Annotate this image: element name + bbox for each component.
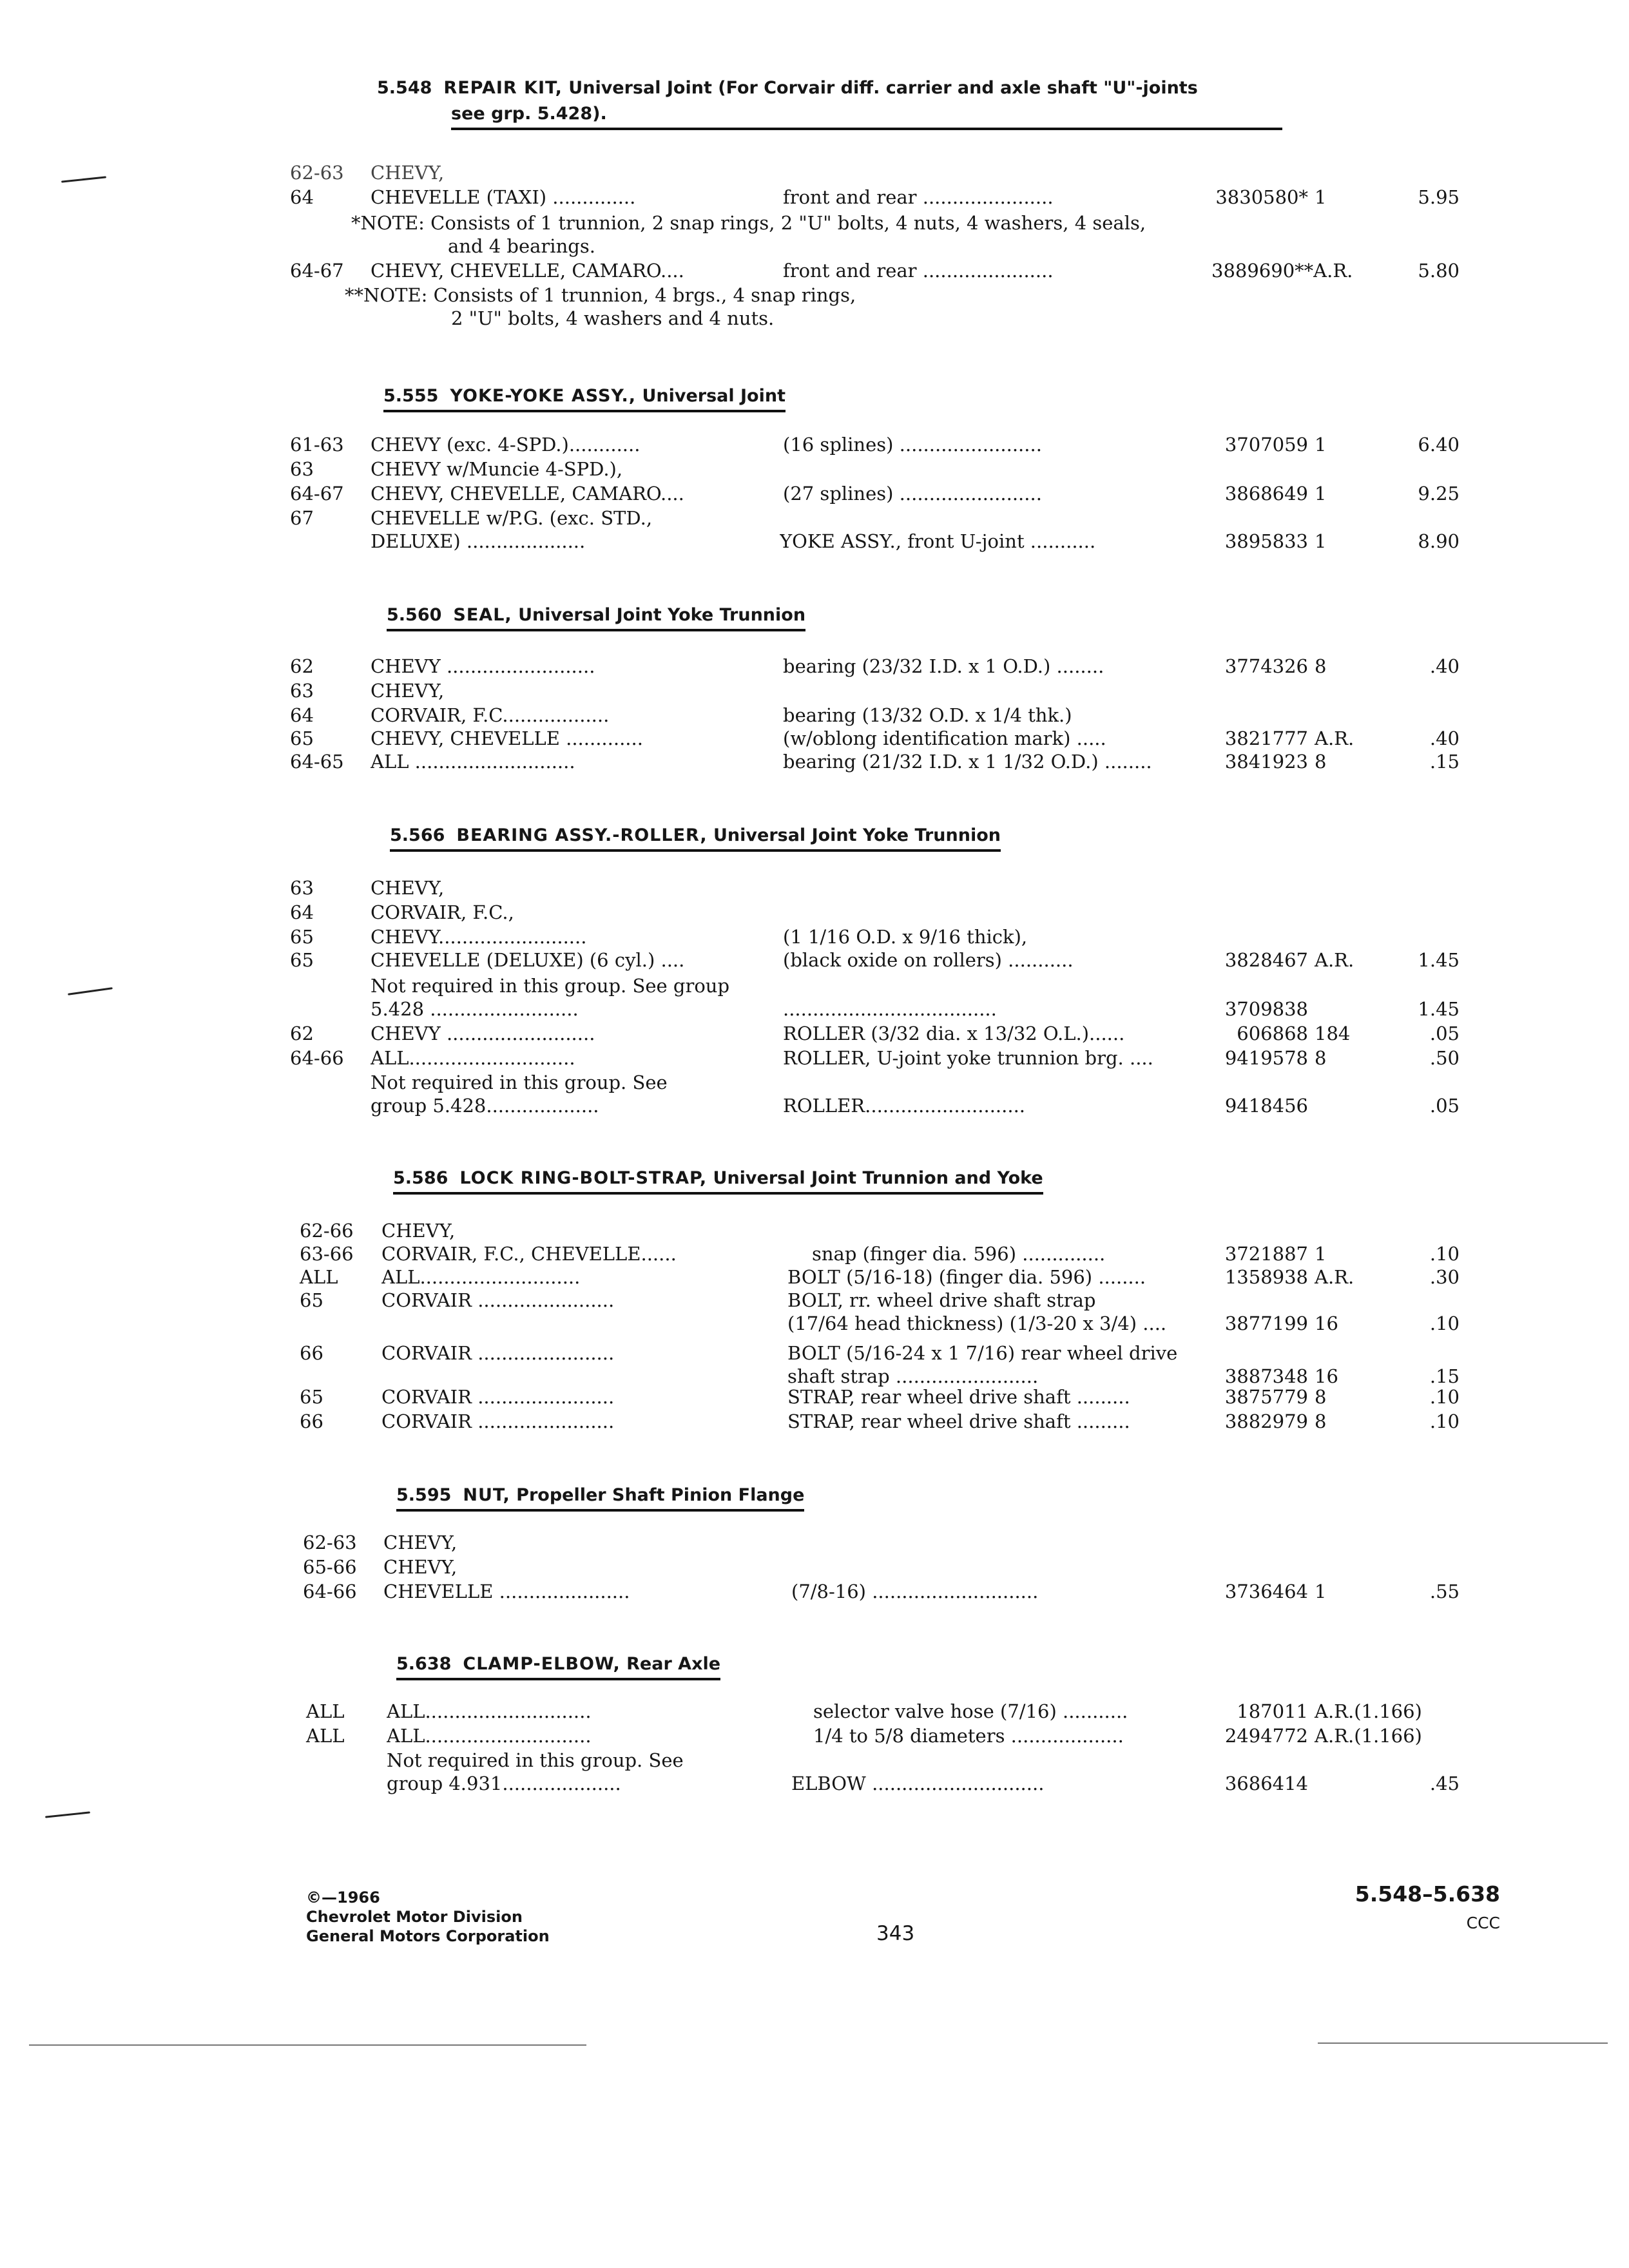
section-title: BEARING ASSY.-ROLLER, [456, 825, 708, 845]
table-row [0, 482, 1629, 505]
section-subtitle-2: see grp. 5.428). [451, 104, 607, 124]
year-cell: 64-66 [303, 1581, 357, 1602]
part-number-cell: 187011 [1237, 1700, 1308, 1722]
year-cell: 64-66 [290, 1047, 344, 1069]
section-subtitle: Universal Joint Trunnion and Yoke [713, 1168, 1043, 1188]
part-number-cell: 9418456 [1224, 1095, 1308, 1117]
part-number-cell: 1358938 [1224, 1266, 1308, 1288]
model-cell: Not required in this group. See [387, 1749, 684, 1771]
section-number: 5.638 [396, 1654, 452, 1674]
year-cell: 65 [290, 727, 314, 749]
model-cell: CHEVELLE (DELUXE) (6 cyl.) .... [371, 949, 685, 971]
table-row [0, 1700, 1629, 1723]
year-cell: 65 [300, 1386, 323, 1408]
model-cell: CORVAIR, F.C., [371, 901, 514, 923]
model-cell: ALL........................... [381, 1266, 581, 1288]
table-row [0, 457, 1629, 481]
section-title: NUT, [463, 1485, 510, 1505]
part-number-cell: 3736464 [1224, 1581, 1308, 1602]
part-number-cell: 3774326 [1224, 655, 1308, 677]
year-cell: 62 [290, 1023, 314, 1044]
note-text: *NOTE: Consists of 1 trunnion, 2 snap rings, 2 "U" bolts, 4 nuts, 4 washers, 4 seals, [351, 212, 1146, 234]
table-row [0, 974, 1629, 997]
price-cell: .15 [1429, 1365, 1460, 1387]
year-cell: 65-66 [303, 1556, 357, 1578]
quantity-cell: A.R.(1.166) [1315, 1725, 1422, 1747]
price-cell: .05 [1429, 1095, 1460, 1117]
part-number-cell: 3828467 [1224, 949, 1308, 971]
quantity-cell: A.R.(1.166) [1315, 1700, 1422, 1722]
year-cell: 66 [300, 1410, 323, 1432]
model-cell: CHEVY, [371, 162, 445, 184]
scan-mark [45, 1811, 90, 1818]
table-row [0, 1265, 1629, 1289]
section-subtitle: Universal Joint Yoke Trunnion [518, 605, 806, 625]
table-row [0, 1289, 1629, 1312]
section-subtitle: Rear Axle [626, 1654, 721, 1674]
quantity-cell: 8 [1315, 1410, 1327, 1432]
model-cell: CHEVY, [383, 1556, 458, 1578]
section-subtitle: Propeller Shaft Pinion Flange [516, 1485, 805, 1505]
page-number: 343 [876, 1922, 915, 1945]
year-cell: 63 [290, 458, 314, 480]
section-title: CLAMP-ELBOW, [463, 1654, 621, 1674]
year-cell: 65 [290, 949, 314, 971]
year-cell: ALL [306, 1725, 345, 1747]
section-title: LOCK RING-BOLT-STRAP, [459, 1168, 708, 1188]
model-cell: CHEVY, [371, 680, 445, 702]
description-cell: ROLLER, U-joint yoke trunnion brg. .... [783, 1047, 1153, 1069]
quantity-cell: 16 [1315, 1365, 1338, 1387]
model-cell: CHEVY, CHEVELLE ............. [371, 727, 643, 749]
table-row [0, 1046, 1629, 1070]
year-cell: 61-63 [290, 434, 344, 456]
catalog-code: CCC [1466, 1914, 1500, 1932]
price-cell: 1.45 [1418, 998, 1460, 1020]
year-cell: 64 [290, 704, 314, 726]
section-number: 5.595 [396, 1485, 452, 1505]
model-cell: ALL............................ [387, 1700, 592, 1722]
description-cell: YOKE ASSY., front U-joint ........... [780, 530, 1096, 552]
table-row [0, 1410, 1629, 1433]
model-cell: CORVAIR, F.C., CHEVELLE...... [381, 1243, 677, 1265]
table-row [0, 679, 1629, 702]
section-heading [387, 603, 805, 631]
model-cell: Not required in this group. See [371, 1072, 668, 1093]
year-cell: 62-63 [303, 1532, 357, 1553]
table-row [0, 1724, 1629, 1747]
model-cell: CORVAIR, F.C.................. [371, 704, 610, 726]
description-cell: bearing (21/32 I.D. x 1 1/32 O.D.) ........ [783, 751, 1152, 773]
table-row [0, 259, 1629, 282]
description-cell: snap (finger dia. 596) .............. [812, 1243, 1106, 1265]
year-cell: 64-65 [290, 751, 344, 773]
model-cell: CHEVY, CHEVELLE, CAMARO.... [371, 483, 684, 505]
year-cell: 65 [300, 1289, 323, 1311]
section-number: 5.566 [390, 825, 445, 845]
division-name: Chevrolet Motor Division [306, 1908, 523, 1926]
part-number-cell: 3707059 [1224, 434, 1308, 456]
quantity-cell: A.R. [1315, 727, 1354, 749]
quantity-cell: 1 [1315, 434, 1327, 456]
section-heading [396, 1483, 804, 1512]
table-row [0, 948, 1629, 972]
year-cell: 63 [290, 680, 314, 702]
publisher-block [306, 1888, 550, 1946]
quantity-cell: 1 [1315, 1243, 1327, 1265]
section-number: 5.586 [393, 1168, 448, 1188]
part-number-cell: 3686414 [1224, 1773, 1308, 1794]
note-text: and 4 bearings. [448, 235, 595, 257]
description-cell: shaft strap ........................ [787, 1365, 1039, 1387]
table-row [0, 925, 1629, 948]
scan-rule [1318, 2042, 1608, 2044]
table-row [0, 750, 1629, 773]
quantity-cell: 8 [1315, 1047, 1327, 1069]
description-cell: ELBOW ............................. [791, 1773, 1045, 1794]
section-title: REPAIR KIT, [443, 78, 563, 98]
model-cell: DELUXE) .................... [371, 530, 586, 552]
part-number-cell: 3875779 [1224, 1386, 1308, 1408]
price-cell: .05 [1429, 1023, 1460, 1044]
price-cell: .10 [1429, 1243, 1460, 1265]
quantity-cell: 8 [1315, 655, 1327, 677]
corporation-name: General Motors Corporation [306, 1927, 550, 1945]
section-heading [383, 384, 786, 412]
price-cell: .40 [1429, 655, 1460, 677]
price-cell: 1.45 [1418, 949, 1460, 971]
section-title: YOKE-YOKE ASSY., [450, 386, 637, 406]
price-cell: 5.95 [1418, 186, 1460, 208]
description-cell: STRAP, rear wheel drive shaft ......... [787, 1386, 1130, 1408]
description-cell: bearing (23/32 I.D. x 1 O.D.) ........ [783, 655, 1104, 677]
part-number-cell: 3868649 [1224, 483, 1308, 505]
table-row [0, 161, 1629, 184]
price-cell: 8.90 [1418, 530, 1460, 552]
quantity-cell: 8 [1315, 751, 1327, 773]
table-row [0, 1022, 1629, 1045]
part-number-cell: 3830580* [1215, 186, 1308, 208]
price-cell: 9.25 [1418, 483, 1460, 505]
year-cell: 65 [290, 926, 314, 948]
price-cell: .50 [1429, 1047, 1460, 1069]
part-number-cell: 3889690**A.R. [1211, 260, 1353, 282]
table-row [0, 186, 1629, 209]
part-number-cell: 3841923 [1224, 751, 1308, 773]
year-cell: 67 [290, 507, 314, 529]
price-cell: .10 [1429, 1312, 1460, 1334]
section-subtitle: Universal Joint Yoke Trunnion [713, 825, 1001, 845]
model-cell: CORVAIR ....................... [381, 1342, 615, 1364]
model-cell: CHEVY ......................... [371, 1023, 595, 1044]
description-cell: (7/8-16) ............................ [791, 1581, 1039, 1602]
part-number-cell: 606868 [1237, 1023, 1308, 1044]
description-cell: front and rear ...................... [783, 186, 1054, 208]
part-number-cell: 3877199 [1224, 1312, 1308, 1334]
table-row [0, 1555, 1629, 1579]
model-cell: CORVAIR ....................... [381, 1289, 615, 1311]
description-cell: STRAP, rear wheel drive shaft ......... [787, 1410, 1130, 1432]
section-heading [393, 1166, 1043, 1195]
table-row [0, 1219, 1629, 1242]
quantity-cell: 1 [1315, 483, 1327, 505]
model-cell: CHEVY w/Muncie 4-SPD.), [371, 458, 623, 480]
description-cell: ROLLER (3/32 dia. x 13/32 O.L.)...... [783, 1023, 1125, 1044]
model-cell: ALL ........................... [371, 751, 575, 773]
section-subtitle: Universal Joint [642, 386, 786, 406]
part-number-cell: 3709838 [1224, 998, 1308, 1020]
table-row [0, 1242, 1629, 1265]
model-cell: CHEVELLE w/P.G. (exc. STD., [371, 507, 653, 529]
part-number-cell: 3821777 [1224, 727, 1308, 749]
price-cell: .55 [1429, 1581, 1460, 1602]
part-number-cell: 3721887 [1224, 1243, 1308, 1265]
model-cell: CHEVELLE (TAXI) .............. [371, 186, 636, 208]
section-heading [390, 823, 1001, 852]
description-cell: (w/oblong identification mark) ..... [783, 727, 1106, 749]
quantity-cell: A.R. [1315, 949, 1354, 971]
part-number-cell: 3895833 [1224, 530, 1308, 552]
model-cell: CHEVY, [383, 1532, 458, 1553]
year-cell: 63 [290, 877, 314, 899]
description-cell: (black oxide on rollers) ........... [783, 949, 1074, 971]
description-cell: BOLT, rr. wheel drive shaft strap [787, 1289, 1096, 1311]
quantity-cell: A.R. [1315, 1266, 1354, 1288]
section-subtitle: Universal Joint (For Corvair diff. carrier and axle shaft "U"-joints [568, 78, 1198, 98]
table-row [0, 1385, 1629, 1408]
description-cell: (1 1/16 O.D. x 9/16 thick), [783, 926, 1028, 948]
model-cell: group 5.428................... [371, 1095, 599, 1117]
part-number-cell: 3887348 [1224, 1365, 1308, 1387]
model-cell: CHEVY......................... [371, 926, 587, 948]
table-row [0, 1772, 1629, 1795]
year-cell: 64 [290, 186, 314, 208]
section-title: SEAL, [453, 605, 512, 625]
description-cell: (17/64 head thickness) (1/3-20 x 3/4) .... [787, 1312, 1167, 1334]
table-row [0, 876, 1629, 899]
year-cell: 62-63 [290, 162, 344, 184]
model-cell: CORVAIR ....................... [381, 1410, 615, 1432]
table-row [0, 1365, 1629, 1388]
quantity-cell: 8 [1315, 1386, 1327, 1408]
table-row [0, 997, 1629, 1021]
section-heading [396, 1652, 720, 1680]
table-row [0, 901, 1629, 924]
note-text: **NOTE: Consists of 1 trunnion, 4 brgs., 4 snap rings, [345, 284, 856, 306]
table-row [0, 1580, 1629, 1603]
description-cell: 1/4 to 5/8 diameters ................... [813, 1725, 1124, 1747]
price-cell: .10 [1429, 1410, 1460, 1432]
price-cell: .30 [1429, 1266, 1460, 1288]
section-number: 5.548 [377, 78, 432, 98]
model-cell: ALL............................ [371, 1047, 575, 1069]
section-range: 5.548–5.638 [1354, 1881, 1500, 1907]
description-cell: ROLLER........................... [783, 1095, 1026, 1117]
section-heading-line2 [451, 102, 1282, 130]
price-cell: .40 [1429, 727, 1460, 749]
copyright: ©—1966 [306, 1888, 380, 1907]
description-cell: BOLT (5/16-18) (finger dia. 596) ........ [787, 1266, 1146, 1288]
model-cell: Not required in this group. See group [371, 975, 730, 997]
table-row [0, 727, 1629, 750]
part-number-cell: 3882979 [1224, 1410, 1308, 1432]
year-cell: 63-66 [300, 1243, 354, 1265]
model-cell: 5.428 ......................... [371, 998, 579, 1020]
description-cell: (16 splines) ........................ [783, 434, 1042, 456]
description-cell: (27 splines) ........................ [783, 483, 1042, 505]
year-cell: 64-67 [290, 483, 344, 505]
year-cell: ALL [306, 1700, 345, 1722]
description-cell: BOLT (5/16-24 x 1 7/16) rear wheel drive [787, 1342, 1178, 1364]
table-row [0, 1531, 1629, 1554]
table-row [0, 704, 1629, 727]
price-cell: .45 [1429, 1773, 1460, 1794]
table-row [0, 1341, 1629, 1365]
quantity-cell: 184 [1315, 1023, 1351, 1044]
model-cell: CHEVY, [371, 877, 445, 899]
year-cell: 64-67 [290, 260, 344, 282]
year-cell: 62 [290, 655, 314, 677]
model-cell: CHEVY (exc. 4-SPD.)............ [371, 434, 641, 456]
quantity-cell: 1 [1315, 530, 1327, 552]
description-cell: bearing (13/32 O.D. x 1/4 thk.) [783, 704, 1072, 726]
model-cell: CHEVY, CHEVELLE, CAMARO.... [371, 260, 684, 282]
year-cell: ALL [300, 1266, 338, 1288]
model-cell: CORVAIR ....................... [381, 1386, 615, 1408]
section-heading [377, 76, 1198, 102]
description-cell: front and rear ...................... [783, 260, 1054, 282]
table-row [0, 1094, 1629, 1117]
table-row [0, 1749, 1629, 1772]
part-number-cell: 9419578 [1224, 1047, 1308, 1069]
price-cell: .15 [1429, 751, 1460, 773]
quantity-cell: 16 [1315, 1312, 1338, 1334]
model-cell: group 4.931.................... [387, 1773, 621, 1794]
table-row [0, 530, 1629, 553]
model-cell: CHEVY ......................... [371, 655, 595, 677]
table-row [0, 1312, 1629, 1335]
table-row [0, 433, 1629, 456]
quantity-cell: 1 [1315, 1581, 1327, 1602]
model-cell: CHEVELLE ...................... [383, 1581, 630, 1602]
section-number: 5.560 [387, 605, 442, 625]
price-cell: .10 [1429, 1386, 1460, 1408]
model-cell: ALL............................ [387, 1725, 592, 1747]
model-cell: CHEVY, [381, 1220, 456, 1242]
price-cell: 5.80 [1418, 260, 1460, 282]
price-cell: 6.40 [1418, 434, 1460, 456]
description-cell: .................................... [783, 998, 997, 1020]
scan-rule [29, 2044, 586, 2046]
year-cell: 62-66 [300, 1220, 354, 1242]
part-number-cell: 2494772 [1224, 1725, 1308, 1747]
year-cell: 64 [290, 901, 314, 923]
description-cell: selector valve hose (7/16) ........... [813, 1700, 1128, 1722]
year-cell: 66 [300, 1342, 323, 1364]
quantity-cell: 1 [1315, 186, 1327, 208]
note-text: 2 "U" bolts, 4 washers and 4 nuts. [451, 307, 775, 329]
table-row [0, 1071, 1629, 1094]
table-row [0, 655, 1629, 678]
table-row [0, 506, 1629, 530]
section-number: 5.555 [383, 386, 439, 406]
